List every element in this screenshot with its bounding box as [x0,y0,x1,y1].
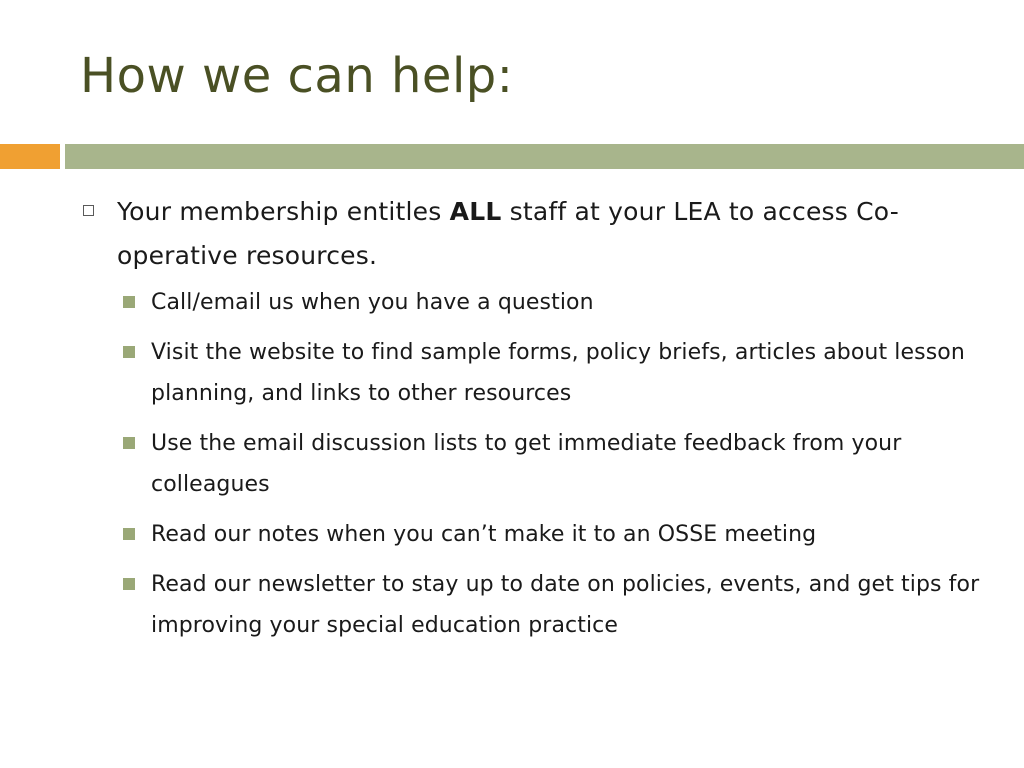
main-bullet-emphasis: ALL [449,197,502,226]
sub-bullet-text: Use the email discussion lists to get immediate feedback from your colleagues [151,431,902,497]
sub-bullet-newsletter [114,564,980,646]
sub-bullet-list [80,282,980,646]
sub-bullet-text: Call/email us when you have a question [151,290,594,315]
hollow-square-icon [83,205,94,216]
filled-square-bullet-icon [123,346,135,358]
filled-square-bullet-icon [123,578,135,590]
filled-square-bullet-icon [123,296,135,308]
main-bullet-text-before: Your membership entitles [117,197,450,226]
sub-bullet-text: Visit the website to find sample forms, policy briefs, articles about lesson planning, and links to other resources [151,340,965,406]
filled-square-bullet-icon [123,528,135,540]
filled-square-bullet-icon [123,437,135,449]
sub-bullet-website [114,332,980,414]
slide-content [80,190,980,655]
slide-title: How we can help: [80,48,514,104]
main-bullet [80,190,980,278]
sub-bullet-discussion-lists [114,423,980,505]
title-divider-bar [65,144,1024,169]
sub-bullet-notes [114,514,980,555]
main-bullet-text-after: staff at your LEA to access Co-operative resources. [117,197,899,270]
sub-bullet-text: Read our newsletter to stay up to date on policies, events, and get tips for improving your special education practice [151,572,980,638]
sub-bullet-call-email [114,282,980,323]
title-divider-accent [0,144,60,169]
sub-bullet-text: Read our notes when you can’t make it to an OSSE meeting [151,522,817,547]
